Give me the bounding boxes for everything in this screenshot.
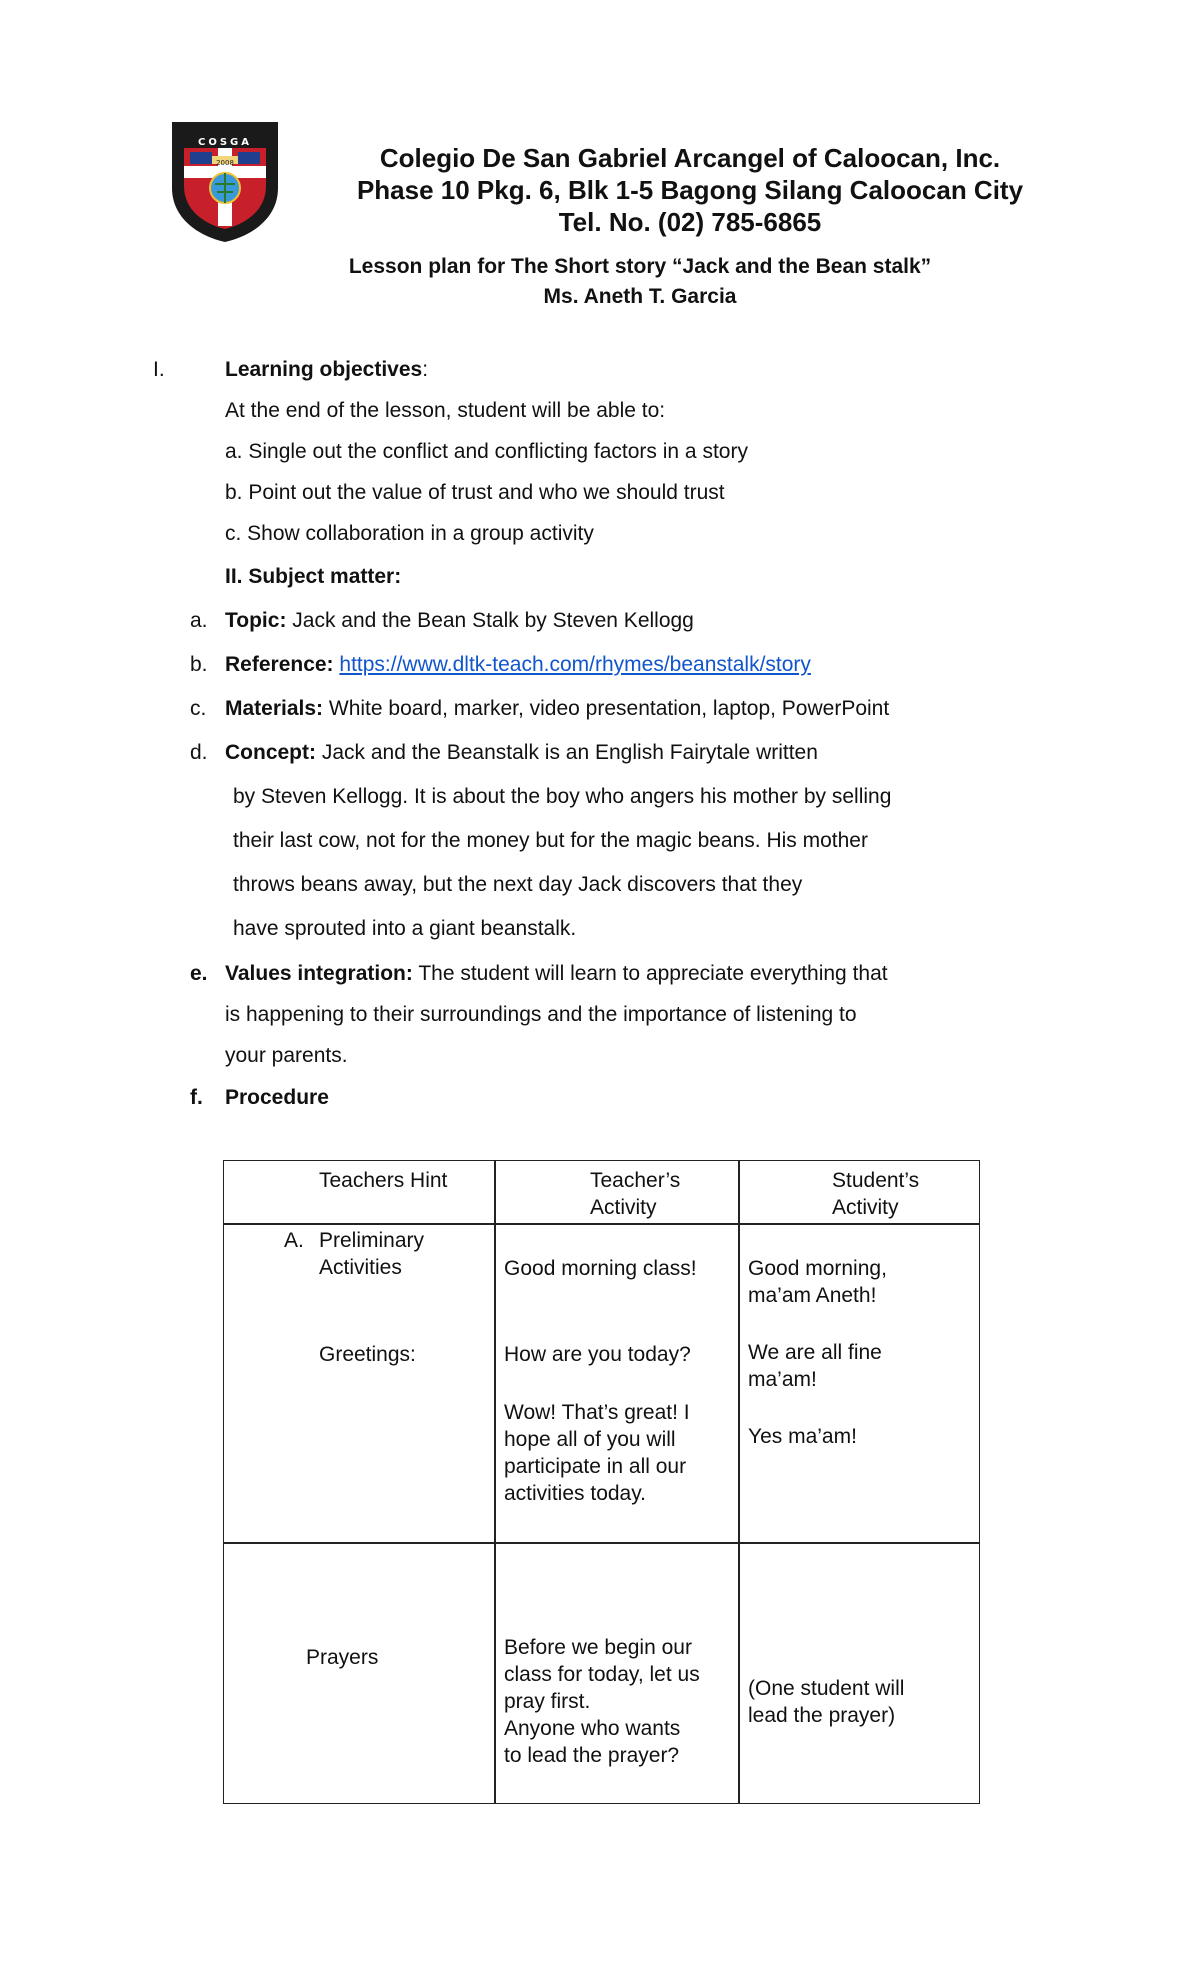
row-hint-marker: A.: [284, 1229, 304, 1252]
lesson-plan-title: Lesson plan for The Short story “Jack and the Bean stalk”: [348, 255, 932, 278]
header-divider: [224, 1223, 979, 1225]
item-marker: b.: [190, 653, 208, 676]
procedure-table: [223, 1160, 980, 1804]
student-line: Yes ma’am!: [748, 1425, 857, 1448]
concept-text: Jack and the Beanstalk is an English Fairytale written: [316, 741, 818, 764]
item-marker: c.: [190, 697, 207, 720]
school-address: Phase 10 Pkg. 6, Blk 1-5 Bagong Silang Caloocan City: [356, 175, 1024, 205]
objectives-intro: At the end of the lesson, student will be able to:: [225, 399, 666, 422]
heading-text: Learning objectives: [225, 358, 423, 381]
reference-line: [225, 651, 811, 679]
reference-link[interactable]: https://www.dltk-teach.com/rhymes/beanstalk/story: [339, 653, 811, 676]
column-divider: [738, 1161, 740, 1803]
svg-text:2008: 2008: [216, 159, 234, 167]
header-teachers-activity: Teacher’s Activity: [590, 1169, 681, 1219]
topic-text: Jack and the Bean Stalk by Steven Kellogg: [286, 609, 694, 632]
item-marker: d.: [190, 741, 208, 764]
school-header: [310, 142, 1070, 238]
values-continuation: your parents.: [225, 1044, 348, 1067]
materials-label: Materials:: [225, 697, 324, 720]
concept-continuation: have sprouted into a giant beanstalk.: [233, 917, 577, 940]
lesson-plan-title-block: [280, 252, 1000, 312]
school-name: Colegio De San Gabriel Arcangel of Caloocan, Inc.: [379, 143, 1001, 173]
values-label: Values integration:: [225, 962, 413, 985]
topic-label: Topic:: [225, 609, 287, 632]
teacher-line: Before we begin our class for today, let us pray first. Anyone who wants to lead the prayer?: [504, 1636, 700, 1767]
row-hint-sub: Greetings:: [319, 1343, 416, 1366]
materials-line: [225, 695, 889, 723]
student-line: Good morning, ma’am Aneth!: [748, 1257, 887, 1307]
student-line: We are all fine ma’am!: [748, 1341, 882, 1391]
item-marker: a.: [190, 609, 208, 632]
procedure-heading: Procedure: [225, 1086, 329, 1109]
concept-continuation: their last cow, not for the money but for the magic beans. His mother: [233, 829, 868, 852]
student-line: (One student will lead the prayer): [748, 1677, 905, 1727]
teacher-line: How are you today?: [504, 1343, 691, 1366]
values-line: [225, 960, 888, 988]
item-marker: f.: [190, 1086, 203, 1109]
objective-item: c. Show collaboration in a group activity: [225, 522, 594, 545]
school-telephone: Tel. No. (02) 785-6865: [558, 207, 822, 237]
header-teachers-hint: Teachers Hint: [319, 1169, 448, 1192]
row-hint-title: Prayers: [306, 1646, 379, 1669]
header-students-activity: Student’s Activity: [832, 1169, 920, 1219]
teacher-line: Good morning class!: [504, 1257, 697, 1280]
reference-label: Reference:: [225, 653, 334, 676]
values-continuation: is happening to their surroundings and the importance of listening to: [225, 1003, 857, 1026]
teacher-name: Ms. Aneth T. Garcia: [543, 285, 737, 308]
topic-line: [225, 607, 694, 635]
subject-matter-heading: II. Subject matter:: [225, 565, 402, 588]
column-divider: [494, 1161, 496, 1803]
objective-item: a. Single out the conflict and conflicting factors in a story: [225, 440, 748, 463]
svg-text:COSGA: COSGA: [198, 137, 252, 148]
concept-label: Concept:: [225, 741, 316, 764]
item-marker: e.: [190, 962, 208, 985]
row-divider: [224, 1542, 979, 1544]
learning-objectives-heading: [225, 356, 428, 384]
concept-line: [225, 739, 818, 767]
objective-item: b. Point out the value of trust and who we should trust: [225, 481, 725, 504]
materials-text: White board, marker, video presentation, laptop, PowerPoint: [323, 697, 890, 720]
heading-colon: :: [422, 358, 429, 381]
concept-continuation: by Steven Kellogg. It is about the boy who angers his mother by selling: [233, 785, 892, 808]
section-numeral: I.: [153, 358, 165, 381]
concept-continuation: throws beans away, but the next day Jack discovers that they: [233, 873, 803, 896]
row-hint-title: Preliminary Activities: [319, 1229, 425, 1279]
teacher-line: Wow! That’s great! I hope all of you will participate in all our activities today.: [504, 1401, 690, 1505]
school-logo-icon: [168, 118, 282, 244]
values-text: The student will learn to appreciate everything that: [412, 962, 888, 985]
